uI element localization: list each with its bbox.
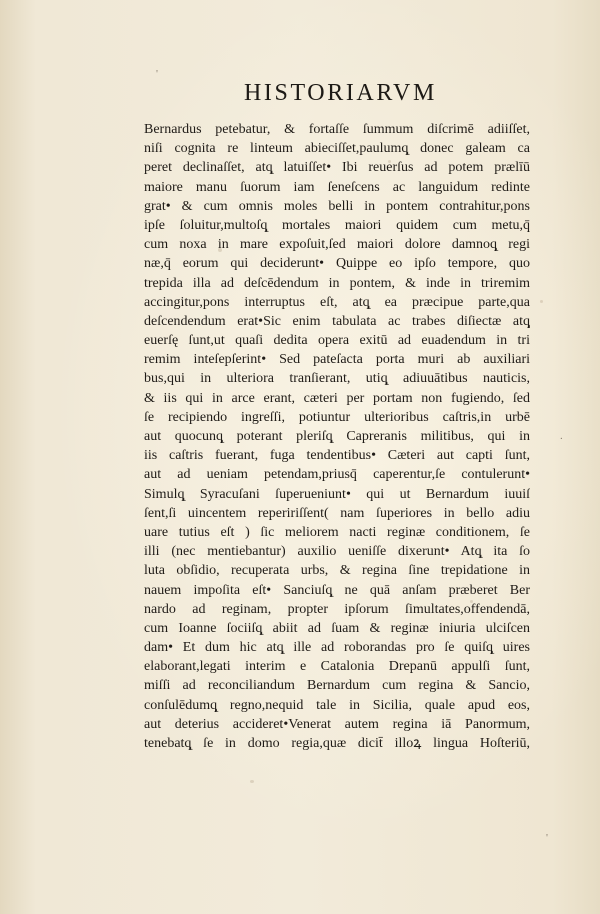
body-text <box>144 120 530 753</box>
text-line: maiore manu ſuorum iam ſeneſcens ac languidum redinte <box>144 179 530 195</box>
text-line: grat• & cum omnis moles belli in pontem contrahitur,pons <box>144 198 530 214</box>
text-line: bus,qui in ulteriora tranſierant, utiq̨ adiuuātibus nauticis, <box>144 371 530 387</box>
foxing-spot <box>540 300 543 303</box>
text-line: ſent,ſi uincentem repeririſſent( nam ſuperiores in bello adiu <box>144 505 530 521</box>
text-line: iis caſtris fuerant, fuga tendentibus• Cæteri aut capti ſunt, <box>144 448 530 464</box>
text-line: aut quocunq̨ poterant pleriſq̨ Capreranis militibus, qui in <box>144 429 530 444</box>
margin-tick-mark: . <box>560 430 563 442</box>
text-line: accingitur,pons interruptus eſt, atq̨ ea præcipue parte,qua <box>144 294 530 310</box>
text-line: deſcendendum erat•Sic enim tabulata ac trabes diſiectæ atq̨ <box>144 313 530 329</box>
text-line: uare tutius eſt ) ſic meliorem nacti reginæ conditionem, ſe <box>144 524 530 540</box>
running-head: HISTORIARVM <box>244 80 437 106</box>
text-line: conſulēdumq̨ regno,nequid tale in Sicilia, quale apud eos, <box>144 697 530 713</box>
text-line: niſi cognita re linteum abieciſſet,paulumq̨ donec galeam ca <box>144 141 530 157</box>
text-line: cum noxa in mare expoſuit,ſed maiori dolore damnoq̨ regi <box>144 237 530 253</box>
text-line: cum Ioanne ſociiſq̨ abiit ad ſuam & reginæ iniuria ulciſcen <box>144 620 530 636</box>
text-line: nauem impoſita eſt• Sanciuſq̨ ne quā anſam præberet Ber <box>144 582 530 598</box>
text-line: tenebatq̨ ſe in domo regia,quæ dicit̄ illoꝝ lingua Hoſteriū, <box>144 736 530 751</box>
margin-tick-mark: ' <box>156 68 158 80</box>
text-line: aut deterius accideret•Venerat autem regina iā Panormum, <box>144 716 530 732</box>
text-line: ipſe ſoluitur,multoſq̨ mortales maiori quidem cum metu,q̄ <box>144 217 530 233</box>
foxing-spot <box>250 780 254 783</box>
text-line: Simulq̨ Syracuſani ſuperueniunt• qui ut Bernardum iuuiſ <box>144 486 530 502</box>
text-line: euerſę ſunt,ut quaſi dedita opera exitū ad euadendum in tri <box>144 333 530 349</box>
text-line: Bernardus petebatur, & fortaſſe ſummum diſcrimē adiiſſet, <box>144 122 530 137</box>
text-line: næ,q̄ eorum qui deciderunt• Quippe eo ipſo tempore, quo <box>144 256 530 272</box>
text-line: dam• Et dum hic atq̨ ille ad roborandas pro ſe quiſq̨ uires <box>144 640 530 656</box>
text-line: trepida illa ad deſcēdendum in pontem, & inde in triremim <box>144 275 530 291</box>
text-line: aut ad ueniam petendam,priusq̄ caperentur,ſe contulerunt• <box>144 467 530 483</box>
text-line: remim inteſepſerint• Sed pateſacta porta muri ab auxiliari <box>144 352 530 368</box>
text-line: & iis qui in arce erant, cæteri per portam non fugiendo, ſed <box>144 390 530 406</box>
text-line: ſe recipiendo ingreſſi, potiuntur ulterioribus caſtris,in urbē <box>144 409 530 425</box>
text-line: nardo ad reginam, propter ipſorum ſimultates,offendendā, <box>144 601 530 617</box>
text-line: illi (nec mentiebantur) auxilio ueniſſe dixerunt• Atq̨ ita ſo <box>144 544 530 560</box>
text-line: luta obſidio, recuperata urbs, & regina ſine trepidatione in <box>144 563 530 579</box>
text-line: miſſi ad reconciliandum Bernardum cum regina & Sancio, <box>144 678 530 694</box>
text-line: peret declinaſſet, atq̨ latuiſſet• Ibi reuerſus ad potem prælīū <box>144 160 530 176</box>
text-line: elaborant,legati interim e Catalonia Drepanū appulſi ſunt, <box>144 659 530 675</box>
margin-tick-mark: ' <box>546 832 548 844</box>
